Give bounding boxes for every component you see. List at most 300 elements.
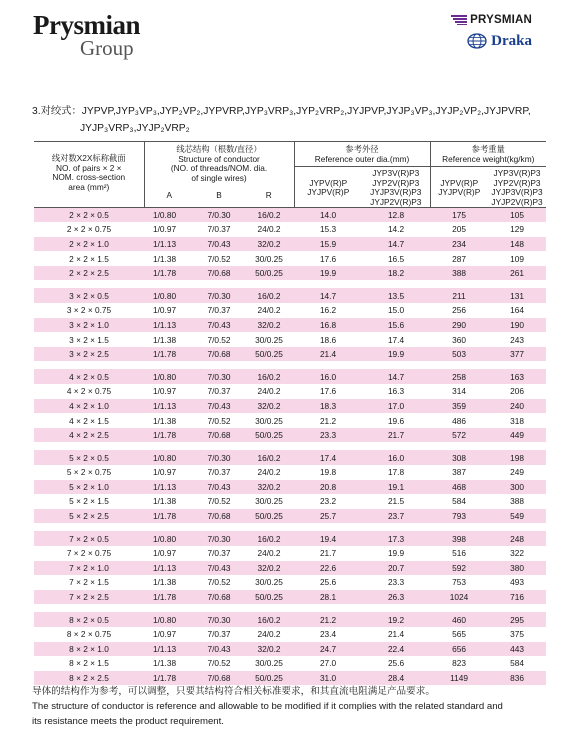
od-sub2-l1: JYP3V(R)P3 [372, 168, 420, 178]
wt-sub1-header [430, 167, 488, 208]
cell-struct-b: 7/0.30 [194, 208, 244, 223]
table-row [34, 546, 546, 561]
cell-wt-2: 377 [488, 347, 546, 362]
cell-wt-2: 249 [510, 467, 524, 478]
spec-table-header [34, 142, 546, 208]
cell-od-2: 16.0 [362, 450, 430, 465]
cell-od-1: 18.3 [294, 399, 362, 414]
col-structure-header [144, 142, 294, 189]
cell-struct-a: 1/1.38 [153, 496, 177, 507]
cell-wt-2: 584 [510, 658, 524, 669]
cell-struct-a: 1/1.38 [153, 334, 177, 345]
cell-size: 3 × 2 × 1.5 [69, 334, 109, 345]
cell-size: 4 × 2 × 1.5 [69, 415, 109, 426]
cell-od-1: 19.9 [294, 266, 362, 281]
group-spacer [34, 604, 546, 612]
cell-struct-b: 7/0.37 [207, 629, 231, 640]
cell-struct-r: 32/0.2 [244, 237, 294, 252]
cell-struct-a: 1/1.13 [144, 480, 194, 495]
cell-od-2: 19.9 [387, 548, 405, 559]
cell-wt-1: 592 [430, 561, 488, 576]
cell-struct-r: 24/0.2 [257, 386, 281, 397]
section-title-line2: JYJP₃VRP₃,JYJP₂VRP₂ [80, 123, 190, 134]
table-row [34, 288, 546, 303]
od-sub2-l3: JYJP3V(R)P3 [370, 187, 422, 197]
cell-od-1: 23.3 [294, 428, 362, 443]
cell-wt-1: 234 [430, 237, 488, 252]
cell-struct-b: 7/0.52 [207, 496, 231, 507]
section-title-line1: 3.对绞式：JYPVP,JYP₃VP₃,JYP₂VP₂,JYPVRP,JYP₃VRP₃,JYP₂VRP₂,JYJPVP,JYJP₃VP₃,JYJP₂VP₂,JYJPVRP, [32, 106, 531, 117]
cell-wt-1: 823 [452, 658, 466, 669]
draka-globe-icon [467, 33, 487, 49]
od-sub2-header [362, 167, 430, 208]
table-row [34, 590, 546, 605]
cell-wt-2: 322 [510, 548, 524, 559]
cell-wt-1: 360 [452, 334, 466, 345]
logo-left-line2: Group [80, 36, 134, 60]
table-row [34, 237, 546, 252]
cell-size: 8 × 2 × 0.75 [66, 629, 112, 640]
table-row [34, 642, 546, 657]
table-row [34, 266, 546, 281]
cell-struct-a: 1/0.80 [144, 288, 194, 303]
col-pairs-en2: NOM. cross-section [52, 172, 126, 182]
cell-wt-2: 549 [488, 509, 546, 524]
cell-wt-1: 584 [452, 496, 466, 507]
cell-wt-1: 387 [452, 467, 466, 478]
cell-od-1: 23.2 [319, 496, 337, 507]
cell-size: 4 × 2 × 2.5 [34, 428, 144, 443]
cell-struct-r: 30/0.25 [255, 415, 283, 426]
spec-table [34, 141, 546, 685]
cell-struct-b: 7/0.52 [207, 415, 231, 426]
cell-wt-2: 300 [488, 480, 546, 495]
group-spacer [34, 280, 546, 288]
group-spacer-cell [34, 442, 546, 450]
cell-struct-r: 30/0.25 [255, 334, 283, 345]
cell-wt-1: 256 [452, 305, 466, 316]
cell-struct-b: 7/0.52 [207, 658, 231, 669]
table-row [34, 384, 546, 399]
cell-od-2: 14.2 [387, 224, 405, 235]
cell-wt-1: 1149 [430, 671, 488, 686]
cell-od-1: 25.7 [294, 509, 362, 524]
cell-od-2: 21.5 [387, 496, 405, 507]
cell-struct-r: 32/0.2 [244, 399, 294, 414]
cell-size: 5 × 2 × 1.0 [34, 480, 144, 495]
cell-od-2: 19.6 [387, 415, 405, 426]
table-row [34, 251, 546, 266]
cell-wt-1: 287 [452, 253, 466, 264]
cell-wt-1: 1024 [430, 590, 488, 605]
cell-size: 7 × 2 × 1.0 [34, 561, 144, 576]
cell-size: 2 × 2 × 0.75 [66, 224, 112, 235]
cell-size: 3 × 2 × 1.0 [34, 318, 144, 333]
table-row [34, 222, 546, 237]
cell-struct-a: 1/1.78 [144, 509, 194, 524]
cell-od-2: 20.7 [362, 561, 430, 576]
cell-od-1: 17.4 [294, 450, 362, 465]
cell-od-1: 16.8 [294, 318, 362, 333]
cell-wt-2: 716 [488, 590, 546, 605]
cell-od-2: 21.4 [387, 629, 405, 640]
cell-wt-2: 380 [488, 561, 546, 576]
cell-od-2: 14.7 [362, 369, 430, 384]
cell-struct-a: 1/0.97 [153, 305, 177, 316]
cell-od-2: 26.3 [362, 590, 430, 605]
cell-wt-2: 240 [488, 399, 546, 414]
cell-struct-b: 7/0.37 [207, 467, 231, 478]
cell-wt-1: 565 [452, 629, 466, 640]
cell-wt-1: 398 [430, 531, 488, 546]
cell-od-1: 31.0 [294, 671, 362, 686]
cell-od-1: 25.6 [319, 577, 337, 588]
cell-size: 7 × 2 × 1.5 [69, 577, 109, 588]
cell-struct-b: 7/0.43 [194, 237, 244, 252]
cell-od-2: 23.7 [362, 509, 430, 524]
cell-od-1: 19.8 [319, 467, 337, 478]
wt-sub2-l4: JYJP2V(R)P3 [491, 196, 543, 207]
prysmian-stripes-icon [451, 15, 467, 25]
cell-od-2: 19.1 [362, 480, 430, 495]
cell-wt-2: 105 [488, 208, 546, 223]
cell-wt-2: 449 [488, 428, 546, 443]
cell-struct-r: 50/0.25 [244, 590, 294, 605]
cell-od-2: 18.2 [362, 266, 430, 281]
cell-struct-a: 1/0.80 [144, 612, 194, 627]
cell-od-2: 22.4 [362, 642, 430, 657]
table-row [34, 509, 546, 524]
cell-wt-1: 175 [430, 208, 488, 223]
cell-struct-a: 1/0.80 [144, 531, 194, 546]
cell-od-1: 15.9 [294, 237, 362, 252]
od-sub1-l1: JYPV(R)P [309, 177, 348, 188]
cell-wt-2: 131 [488, 288, 546, 303]
cell-struct-b: 7/0.43 [194, 642, 244, 657]
cell-struct-a: 1/1.78 [144, 671, 194, 686]
cell-wt-2: 163 [488, 369, 546, 384]
cell-struct-r: 32/0.2 [244, 480, 294, 495]
group-spacer [34, 361, 546, 369]
cell-struct-b: 7/0.37 [207, 386, 231, 397]
cell-od-2: 15.0 [387, 305, 405, 316]
cell-od-2: 16.3 [387, 386, 405, 397]
cell-struct-a: 1/0.97 [153, 386, 177, 397]
cell-struct-a: 1/1.38 [153, 253, 177, 264]
table-row [34, 428, 546, 443]
cell-wt-1: 308 [430, 450, 488, 465]
od-sub2-l4: JYJP2V(R)P3 [370, 196, 422, 207]
cell-size: 8 × 2 × 2.5 [34, 671, 144, 686]
cell-struct-b: 7/0.68 [194, 590, 244, 605]
cell-wt-1: 656 [430, 642, 488, 657]
cell-wt-1: 258 [430, 369, 488, 384]
cell-size: 4 × 2 × 1.0 [34, 399, 144, 414]
cell-wt-2: 261 [488, 266, 546, 281]
cell-od-1: 21.7 [319, 548, 337, 559]
cell-od-1: 23.4 [319, 629, 337, 640]
cell-wt-2: 148 [488, 237, 546, 252]
cell-size: 4 × 2 × 0.75 [66, 386, 112, 397]
cell-wt-1: 572 [430, 428, 488, 443]
cell-struct-r: 16/0.2 [244, 450, 294, 465]
cell-struct-r: 16/0.2 [244, 288, 294, 303]
cell-wt-2: 388 [510, 496, 524, 507]
table-row [34, 575, 546, 590]
cell-size: 7 × 2 × 0.75 [66, 548, 112, 559]
cell-size: 3 × 2 × 0.75 [66, 305, 112, 316]
od-sub1-header [294, 167, 362, 208]
cell-struct-b: 7/0.68 [194, 509, 244, 524]
cell-od-2: 23.3 [387, 577, 405, 588]
cell-struct-r: 24/0.2 [257, 467, 281, 478]
cell-od-1: 14.0 [294, 208, 362, 223]
cell-struct-a: 1/1.78 [144, 590, 194, 605]
cell-size: 2 × 2 × 2.5 [34, 266, 144, 281]
cell-wt-2: 295 [488, 612, 546, 627]
cell-struct-b: 7/0.52 [207, 253, 231, 264]
footnote-cn: 导体的结构作为参考，可以调整，只要其结构符合相关标准要求，和其直流电阻满足产品要求。 [32, 686, 435, 697]
col-outer-dia-header [294, 142, 430, 167]
cell-od-2: 19.2 [362, 612, 430, 627]
cell-od-2: 28.4 [362, 671, 430, 686]
cell-size: 5 × 2 × 1.5 [69, 496, 109, 507]
logo-right-brand: PRYSMIAN [470, 14, 532, 26]
cell-struct-a: 1/0.97 [153, 467, 177, 478]
cell-struct-a: 1/1.38 [153, 415, 177, 426]
cell-struct-a: 1/1.78 [144, 347, 194, 362]
cell-struct-b: 7/0.68 [194, 266, 244, 281]
cell-od-1: 28.1 [294, 590, 362, 605]
cell-wt-2: 129 [510, 224, 524, 235]
cell-size: 5 × 2 × 0.5 [34, 450, 144, 465]
wt-en: Reference weight(kg/km) [442, 153, 535, 164]
table-row [34, 347, 546, 362]
cell-size: 4 × 2 × 0.5 [34, 369, 144, 384]
page-header [0, 0, 564, 70]
cell-struct-r: 16/0.2 [244, 208, 294, 223]
cell-od-1: 15.3 [319, 224, 337, 235]
cell-wt-1: 205 [452, 224, 466, 235]
cell-struct-a: 1/1.78 [144, 428, 194, 443]
cell-size: 5 × 2 × 2.5 [34, 509, 144, 524]
cell-od-1: 21.2 [319, 415, 337, 426]
cell-struct-b: 7/0.30 [194, 369, 244, 384]
cell-wt-2: 198 [488, 450, 546, 465]
cell-struct-r: 16/0.2 [244, 369, 294, 384]
cell-struct-r: 24/0.2 [257, 548, 281, 559]
cell-struct-r: 50/0.25 [244, 266, 294, 281]
cell-struct-b: 7/0.30 [194, 612, 244, 627]
cell-struct-b: 7/0.30 [194, 531, 244, 546]
cell-size: 7 × 2 × 2.5 [34, 590, 144, 605]
cell-wt-1: 388 [430, 266, 488, 281]
group-spacer-cell [34, 280, 546, 288]
cell-od-1: 18.6 [319, 334, 337, 345]
cell-struct-a: 1/1.13 [144, 237, 194, 252]
cell-wt-1: 486 [452, 415, 466, 426]
cell-size: 2 × 2 × 0.5 [34, 208, 144, 223]
cell-struct-r: 24/0.2 [257, 224, 281, 235]
cell-od-2: 17.4 [387, 334, 405, 345]
cell-wt-1: 211 [430, 288, 488, 303]
cell-struct-a: 1/1.38 [153, 577, 177, 588]
cell-struct-a: 1/0.80 [144, 369, 194, 384]
struct-en2: (NO. of threads/NOM. dia. [170, 163, 268, 173]
cell-od-2: 15.6 [362, 318, 430, 333]
cell-struct-r: 16/0.2 [244, 612, 294, 627]
wt-sub1-l2: JYJPV(R)P [438, 187, 481, 197]
cell-wt-2: 443 [488, 642, 546, 657]
cell-struct-b: 7/0.68 [194, 347, 244, 362]
cell-wt-2: 109 [510, 253, 524, 264]
cell-size: 8 × 2 × 1.5 [69, 658, 109, 669]
cell-od-1: 21.4 [294, 347, 362, 362]
col-pairs-header [34, 142, 144, 208]
cell-struct-a: 1/0.97 [153, 629, 177, 640]
table-row [34, 318, 546, 333]
struct-r-header: R [265, 189, 272, 200]
struct-en3: of single wires) [191, 172, 247, 183]
cell-struct-b: 7/0.30 [194, 288, 244, 303]
cell-struct-b: 7/0.43 [194, 399, 244, 414]
cell-wt-1: 460 [430, 612, 488, 627]
cell-struct-b: 7/0.37 [207, 224, 231, 235]
col-pairs-en3: area (mm²) [68, 181, 110, 192]
cell-od-1: 24.7 [294, 642, 362, 657]
cell-od-1: 21.2 [294, 612, 362, 627]
section-title [32, 103, 542, 137]
cell-struct-r: 50/0.25 [244, 509, 294, 524]
col-weight-header [430, 142, 546, 167]
cell-wt-1: 503 [430, 347, 488, 362]
cell-struct-r: 24/0.2 [257, 305, 281, 316]
od-cn: 参考外径 [345, 144, 379, 154]
cell-struct-r: 32/0.2 [244, 642, 294, 657]
group-spacer-cell [34, 604, 546, 612]
struct-b-header: B [216, 189, 222, 200]
cell-od-2: 13.5 [362, 288, 430, 303]
wt-sub2-l1: JYP3V(R)P3 [493, 168, 541, 178]
od-en: Reference outer dia.(mm) [314, 153, 410, 164]
logo-left-line1: Prysmian [33, 10, 140, 40]
cell-od-1: 17.6 [319, 253, 337, 264]
group-spacer [34, 442, 546, 450]
table-row [34, 480, 546, 495]
cell-struct-r: 50/0.25 [244, 671, 294, 686]
cell-od-2: 12.8 [362, 208, 430, 223]
struct-a-header: A [144, 189, 194, 208]
cell-size: 2 × 2 × 1.5 [69, 253, 109, 264]
cell-wt-2: 164 [510, 305, 524, 316]
prysmian-draka-logo [422, 13, 532, 50]
cell-wt-1: 314 [452, 386, 466, 397]
wt-sub2-l3: JYJP3V(R)P3 [491, 187, 543, 197]
table-row [34, 465, 546, 480]
cell-struct-b: 7/0.43 [194, 480, 244, 495]
cell-struct-a: 1/1.13 [144, 399, 194, 414]
cell-struct-b: 7/0.52 [207, 577, 231, 588]
cell-od-1: 27.0 [319, 658, 337, 669]
cell-od-2: 21.7 [362, 428, 430, 443]
cell-struct-b: 7/0.30 [194, 450, 244, 465]
prysmian-group-logo [33, 12, 140, 58]
cell-struct-r: 30/0.25 [255, 496, 283, 507]
cell-od-1: 16.2 [319, 305, 337, 316]
table-row [34, 399, 546, 414]
group-spacer [34, 523, 546, 531]
cell-od-2: 25.6 [387, 658, 405, 669]
cell-struct-b: 7/0.37 [207, 305, 231, 316]
cell-struct-r: 50/0.25 [244, 347, 294, 362]
cell-wt-2: 248 [488, 531, 546, 546]
struct-en1: Structure of conductor [178, 153, 260, 164]
cell-struct-b: 7/0.43 [194, 318, 244, 333]
table-row [34, 303, 546, 318]
cell-wt-2: 190 [488, 318, 546, 333]
footnote [32, 684, 542, 729]
cell-struct-r: 30/0.25 [255, 577, 283, 588]
cell-struct-b: 7/0.37 [207, 548, 231, 559]
table-row [34, 369, 546, 384]
cell-struct-r: 30/0.25 [255, 658, 283, 669]
col-pairs-en1: NO. of pairs × 2 × [56, 162, 122, 173]
cell-od-1: 22.6 [294, 561, 362, 576]
cell-struct-b: 7/0.68 [194, 428, 244, 443]
cell-od-1: 19.4 [294, 531, 362, 546]
table-row [34, 531, 546, 546]
cell-wt-1: 468 [430, 480, 488, 495]
cell-struct-r: 32/0.2 [244, 318, 294, 333]
cell-struct-a: 1/0.97 [153, 548, 177, 559]
cell-size: 5 × 2 × 0.75 [66, 467, 112, 478]
cell-struct-b: 7/0.43 [194, 561, 244, 576]
cell-od-2: 16.5 [387, 253, 405, 264]
group-spacer-cell [34, 361, 546, 369]
cell-struct-a: 1/0.80 [144, 450, 194, 465]
cell-struct-a: 1/1.78 [144, 266, 194, 281]
cell-wt-1: 290 [430, 318, 488, 333]
cell-wt-2: 243 [510, 334, 524, 345]
table-row [34, 208, 546, 223]
cell-od-2: 14.7 [362, 237, 430, 252]
cell-size: 8 × 2 × 1.0 [34, 642, 144, 657]
col-pairs-cn: 线对数X2X标称截面 [51, 153, 126, 163]
cell-struct-a: 1/1.38 [153, 658, 177, 669]
table-row [34, 332, 546, 347]
cell-od-2: 17.8 [387, 467, 405, 478]
cell-wt-2: 493 [510, 577, 524, 588]
group-spacer-cell [34, 523, 546, 531]
cell-wt-1: 359 [430, 399, 488, 414]
table-row [34, 494, 546, 509]
cell-wt-1: 753 [452, 577, 466, 588]
cell-wt-1: 516 [452, 548, 466, 559]
spec-table-wrapper [34, 141, 546, 685]
cell-struct-a: 1/1.13 [144, 561, 194, 576]
cell-struct-a: 1/1.13 [144, 642, 194, 657]
cell-size: 3 × 2 × 0.5 [34, 288, 144, 303]
cell-struct-r: 32/0.2 [244, 561, 294, 576]
cell-struct-a: 1/1.13 [144, 318, 194, 333]
cell-od-2: 17.3 [362, 531, 430, 546]
cell-size: 7 × 2 × 0.5 [34, 531, 144, 546]
cell-struct-r: 30/0.25 [255, 253, 283, 264]
wt-sub2-l2: JYP2V(R)P3 [493, 177, 541, 188]
spec-table-body [34, 208, 546, 686]
od-sub2-l2: JYP2V(R)P3 [372, 177, 420, 188]
cell-od-2: 19.9 [362, 347, 430, 362]
